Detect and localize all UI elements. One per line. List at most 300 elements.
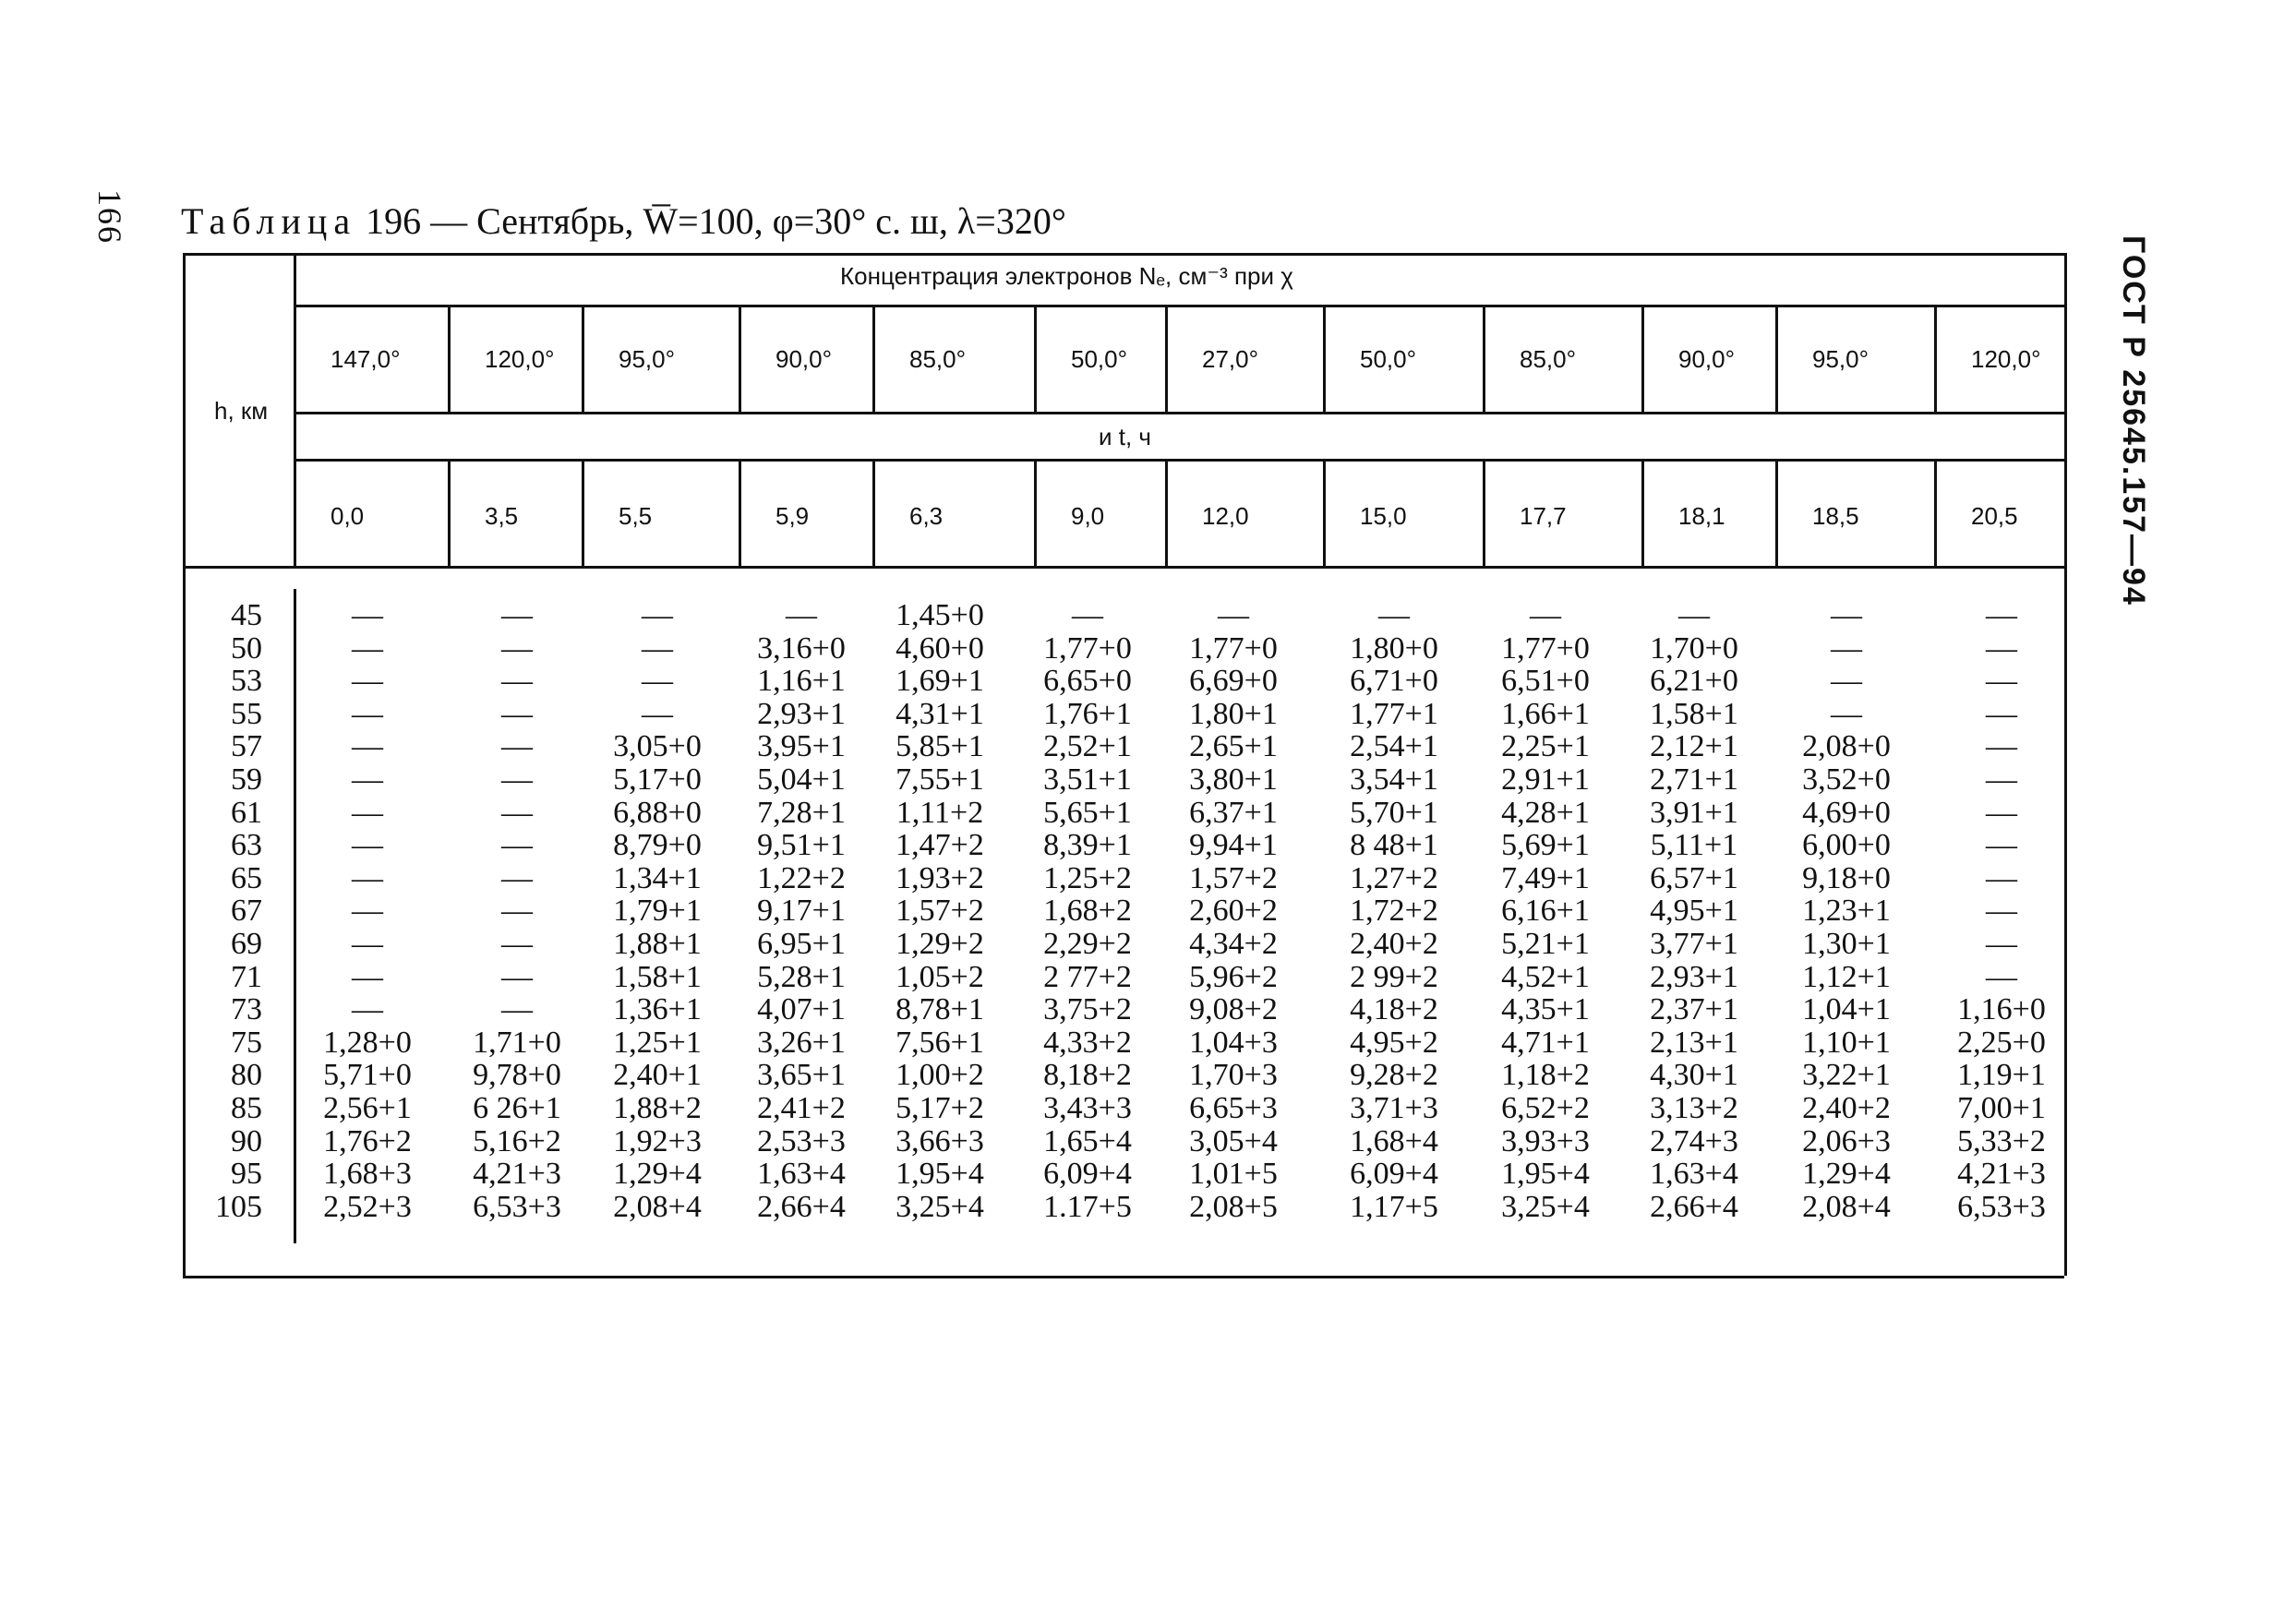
table-cell: — xyxy=(501,860,533,895)
table-cell: 6,88+0 xyxy=(613,795,702,830)
table-row-height: 69 xyxy=(231,927,262,961)
table-cell: 1,04+3 xyxy=(1189,1025,1278,1060)
caption-word: Таблица xyxy=(181,200,357,242)
table-cell: 1,00+2 xyxy=(896,1058,984,1093)
table-cell: 5,28+1 xyxy=(757,959,846,994)
t-header: 12,0 xyxy=(1202,502,1249,530)
rule-col xyxy=(1323,459,1326,566)
table-cell: 6,09+4 xyxy=(1350,1157,1438,1192)
table-cell: — xyxy=(1986,860,2017,895)
table-cell: 3,26+1 xyxy=(757,1025,846,1060)
table-cell: 1,30+1 xyxy=(1802,927,1891,961)
table-cell: 1,45+0 xyxy=(896,598,984,632)
table-cell: — xyxy=(501,828,533,863)
table-cell: 4,21+3 xyxy=(473,1157,561,1192)
table-cell: 1,57+2 xyxy=(896,894,984,929)
table-row-height: 53 xyxy=(231,664,262,699)
table-cell: — xyxy=(352,762,383,797)
t-header: 9,0 xyxy=(1071,502,1105,530)
table-cell: 1,63+4 xyxy=(1650,1157,1738,1192)
table-cell: — xyxy=(352,992,383,1027)
rule-bottom xyxy=(183,1276,2064,1278)
table-cell: 1,88+2 xyxy=(613,1091,702,1125)
table-cell: 6,21+0 xyxy=(1650,664,1738,699)
table-cell: 6 26+1 xyxy=(473,1091,561,1125)
table-cell: — xyxy=(1072,598,1103,632)
table-cell: 3,43+3 xyxy=(1043,1091,1132,1125)
table-cell: — xyxy=(1986,927,2017,961)
table-cell: 7,00+1 xyxy=(1957,1091,2046,1125)
table-cell: 1,47+2 xyxy=(896,828,984,863)
rule-col xyxy=(1934,305,1937,412)
table-row-height: 65 xyxy=(231,860,262,895)
table-cell: 5,85+1 xyxy=(896,729,984,764)
rule-t-top xyxy=(294,459,2064,462)
table-cell: 3,95+1 xyxy=(757,729,846,764)
table-cell: 3,25+4 xyxy=(1501,1189,1590,1224)
table-cell: 1,29+4 xyxy=(1802,1157,1891,1192)
table-cell: 1,16+0 xyxy=(1957,992,2046,1027)
table-cell: 8,18+2 xyxy=(1043,1058,1132,1093)
table-cell: 2,74+3 xyxy=(1650,1123,1738,1158)
table-row-height: 95 xyxy=(231,1157,262,1192)
table-cell: 8,39+1 xyxy=(1043,828,1132,863)
table-cell: 6,71+0 xyxy=(1350,664,1438,699)
table-cell: 2,25+0 xyxy=(1957,1025,2046,1060)
table-cell: 2,08+4 xyxy=(613,1189,702,1224)
table-cell: 1,36+1 xyxy=(613,992,702,1027)
table-cell: 1,28+0 xyxy=(323,1025,412,1060)
chi-header: 85,0° xyxy=(909,345,967,373)
table-cell: 5,21+1 xyxy=(1501,927,1590,961)
table-cell: 5,04+1 xyxy=(757,762,846,797)
table-cell: 4,18+2 xyxy=(1350,992,1438,1027)
table-cell: 7,56+1 xyxy=(896,1025,984,1060)
table-cell: 1,25+1 xyxy=(613,1025,702,1060)
rule-stub-body xyxy=(294,589,296,1243)
rule-left xyxy=(183,253,186,1276)
table-cell: 3,05+0 xyxy=(613,729,702,764)
table-cell: — xyxy=(1831,630,1862,666)
table-cell: 3,25+4 xyxy=(896,1189,984,1224)
table-cell: 6,65+3 xyxy=(1189,1091,1278,1125)
table-cell: 2,40+1 xyxy=(613,1058,702,1093)
table-cell: 1,72+2 xyxy=(1350,894,1438,929)
table-cell: 2,93+1 xyxy=(757,696,846,731)
table-cell: — xyxy=(1986,762,2017,797)
table-cell: 1,77+0 xyxy=(1501,630,1590,666)
table-row-height: 73 xyxy=(231,992,262,1027)
group-title: Концентрация электронов Nₑ, см⁻³ при χ xyxy=(840,262,1293,290)
t-header: 18,1 xyxy=(1678,502,1725,530)
table-row-height: 61 xyxy=(231,795,262,830)
table-cell: — xyxy=(642,664,673,699)
table-cell: 1,70+3 xyxy=(1189,1058,1278,1093)
table-cell: 8,79+0 xyxy=(613,828,702,863)
table-cell: 6,09+4 xyxy=(1043,1157,1132,1192)
table-cell: 6,57+1 xyxy=(1650,860,1738,895)
rule-col xyxy=(1483,459,1485,566)
table-cell: 3,80+1 xyxy=(1189,762,1278,797)
table-cell: — xyxy=(642,598,673,632)
t-header: 20,5 xyxy=(1971,502,2018,530)
table-cell: 6,52+2 xyxy=(1501,1091,1590,1125)
table-cell: 3,05+4 xyxy=(1189,1123,1278,1158)
table-cell: — xyxy=(501,927,533,961)
rule-col xyxy=(448,459,451,566)
table-cell: 4,69+0 xyxy=(1802,795,1891,830)
table-cell: 2,29+2 xyxy=(1043,927,1132,961)
table-cell: 2,25+1 xyxy=(1501,729,1590,764)
table-cell: 2 99+2 xyxy=(1350,959,1438,994)
table-cell: 1,76+2 xyxy=(323,1123,412,1158)
table-cell: — xyxy=(1378,598,1410,632)
table-cell: 3,13+2 xyxy=(1650,1091,1738,1125)
table-row-height: 59 xyxy=(231,762,262,797)
table-cell: 3,52+0 xyxy=(1802,762,1891,797)
table-row-height: 50 xyxy=(231,630,262,666)
table-cell: — xyxy=(501,664,533,699)
table-cell: 7,28+1 xyxy=(757,795,846,830)
table-cell: 1,19+1 xyxy=(1957,1058,2046,1093)
table-cell: 1,57+2 xyxy=(1189,860,1278,895)
table-cell: 9,28+2 xyxy=(1350,1058,1438,1093)
chi-header: 120,0° xyxy=(485,345,555,373)
rule-stub xyxy=(294,253,296,566)
table-cell: 6,53+3 xyxy=(473,1189,561,1224)
table-cell: — xyxy=(501,762,533,797)
table-cell: — xyxy=(1831,696,1862,731)
table-cell: 1,22+2 xyxy=(757,860,846,895)
table-cell: 4,95+2 xyxy=(1350,1025,1438,1060)
table-row-height: 80 xyxy=(231,1058,262,1093)
chi-header: 95,0° xyxy=(1812,345,1869,373)
table-cell: 2,08+5 xyxy=(1189,1189,1278,1224)
rule-right xyxy=(2064,253,2067,1276)
t-header: 6,3 xyxy=(909,502,944,530)
table-cell: 1,58+1 xyxy=(613,959,702,994)
rule-top xyxy=(183,253,2064,256)
table-cell: 1,79+1 xyxy=(613,894,702,929)
rule-col xyxy=(1165,459,1168,566)
table-row-height: 85 xyxy=(231,1091,262,1125)
table-cell: 1,92+3 xyxy=(613,1123,702,1158)
table-cell: — xyxy=(501,696,533,731)
table-cell: 1,95+4 xyxy=(1501,1157,1590,1192)
chi-header: 90,0° xyxy=(1678,345,1736,373)
table-cell: 1,71+0 xyxy=(473,1025,561,1060)
rule-col xyxy=(872,459,875,566)
table-cell: 2,65+1 xyxy=(1189,729,1278,764)
table-cell: 2,93+1 xyxy=(1650,959,1738,994)
h-column-label: h, км xyxy=(214,397,269,425)
table-cell: 7,49+1 xyxy=(1501,860,1590,895)
table-cell: — xyxy=(642,630,673,666)
table-cell: — xyxy=(1986,598,2017,632)
table-cell: 2,52+1 xyxy=(1043,729,1132,764)
table-cell: — xyxy=(352,729,383,764)
table-cell: — xyxy=(1986,664,2017,699)
rule-col xyxy=(448,305,451,412)
table-cell: — xyxy=(1986,894,2017,929)
table-cell: 1,17+5 xyxy=(1350,1189,1438,1224)
table-cell: 9,17+1 xyxy=(757,894,846,929)
table-cell: — xyxy=(352,664,383,699)
table-cell: 1,27+2 xyxy=(1350,860,1438,895)
table-cell: 1,68+3 xyxy=(323,1157,412,1192)
table-cell: 2,08+0 xyxy=(1802,729,1891,764)
table-cell: 2,91+1 xyxy=(1501,762,1590,797)
table-cell: — xyxy=(501,894,533,929)
table-row-height: 57 xyxy=(231,729,262,764)
t-header: 3,5 xyxy=(485,502,519,530)
table-cell: 5,96+2 xyxy=(1189,959,1278,994)
table-cell: 4,60+0 xyxy=(896,630,984,666)
table-cell: 2,40+2 xyxy=(1350,927,1438,961)
table-cell: — xyxy=(1986,828,2017,863)
table-cell: 3,77+1 xyxy=(1650,927,1738,961)
table-cell: 5,17+0 xyxy=(613,762,702,797)
table-cell: — xyxy=(352,828,383,863)
table-cell: 3,71+3 xyxy=(1350,1091,1438,1125)
table-cell: 5,69+1 xyxy=(1501,828,1590,863)
table-cell: 9,08+2 xyxy=(1189,992,1278,1027)
chi-header: 50,0° xyxy=(1071,345,1128,373)
table-cell: 1,25+2 xyxy=(1043,860,1132,895)
table-cell: 2,71+1 xyxy=(1650,762,1738,797)
rule-col xyxy=(1483,305,1485,412)
table-cell: 1,10+1 xyxy=(1802,1025,1891,1060)
table-cell: — xyxy=(501,959,533,994)
table-cell: 4,21+3 xyxy=(1957,1157,2046,1192)
chi-header: 90,0° xyxy=(775,345,833,373)
table-row-height: 45 xyxy=(231,598,262,632)
table-cell: 2,56+1 xyxy=(323,1091,412,1125)
table-cell: 1,66+1 xyxy=(1501,696,1590,731)
table-cell: 2,60+2 xyxy=(1189,894,1278,929)
table-row-height: 67 xyxy=(231,894,262,929)
table-cell: — xyxy=(501,992,533,1027)
table-cell: 1,68+4 xyxy=(1350,1123,1438,1158)
table-cell: 1.17+5 xyxy=(1043,1189,1132,1224)
table-cell: 4,35+1 xyxy=(1501,992,1590,1027)
rule-col xyxy=(1934,459,1937,566)
table-row-height: 105 xyxy=(215,1189,262,1224)
table-cell: 1,01+5 xyxy=(1189,1157,1278,1192)
t-header: 17,7 xyxy=(1520,502,1567,530)
table-cell: — xyxy=(1218,598,1249,632)
table-cell: — xyxy=(1530,598,1561,632)
table-cell: 4,31+1 xyxy=(896,696,984,731)
table-row-height: 75 xyxy=(231,1025,262,1060)
table-cell: 3,22+1 xyxy=(1802,1058,1891,1093)
table-cell: 3,65+1 xyxy=(757,1058,846,1093)
rule-col xyxy=(582,459,584,566)
caption-rest: 196 — Сентябрь, W̅=100, φ=30° с. ш, λ=320° xyxy=(356,200,1066,242)
t-header: 18,5 xyxy=(1812,502,1859,530)
table-cell: 9,18+0 xyxy=(1802,860,1891,895)
table-cell: — xyxy=(1831,664,1862,699)
table-cell: 1,29+2 xyxy=(896,927,984,961)
chi-header: 27,0° xyxy=(1202,345,1259,373)
table-cell: 1,77+0 xyxy=(1189,630,1278,666)
table-cell: 8 48+1 xyxy=(1350,828,1438,863)
table-cell: — xyxy=(352,795,383,830)
table-cell: — xyxy=(352,894,383,929)
rule-col xyxy=(1641,459,1644,566)
table-cell: 8,78+1 xyxy=(896,992,984,1027)
table-cell: 1,11+2 xyxy=(896,795,984,830)
rule-header-bottom xyxy=(183,566,2064,569)
table-cell: 6,51+0 xyxy=(1501,664,1590,699)
table-cell: 6,00+0 xyxy=(1802,828,1891,863)
table-cell: 1,77+1 xyxy=(1350,696,1438,731)
table-cell: 7,55+1 xyxy=(896,762,984,797)
table-cell: 5,11+1 xyxy=(1650,828,1738,863)
table-cell: 3,66+3 xyxy=(896,1123,984,1158)
table-cell: 6,37+1 xyxy=(1189,795,1278,830)
table-cell: 1,70+0 xyxy=(1650,630,1738,666)
table-cell: 9,78+0 xyxy=(473,1058,561,1093)
table-cell: — xyxy=(352,630,383,666)
rule-col xyxy=(739,459,741,566)
table-cell: 4,52+1 xyxy=(1501,959,1590,994)
table-cell: 4,07+1 xyxy=(757,992,846,1027)
table-cell: 1,69+1 xyxy=(896,664,984,699)
table-cell: 2,12+1 xyxy=(1650,729,1738,764)
table-cell: 1,16+1 xyxy=(757,664,846,699)
t-header: 5,9 xyxy=(775,502,810,530)
table-cell: 1,12+1 xyxy=(1802,959,1891,994)
table-cell: 3,75+2 xyxy=(1043,992,1132,1027)
table-cell: — xyxy=(501,795,533,830)
table-cell: 4,34+2 xyxy=(1189,927,1278,961)
table-cell: 5,71+0 xyxy=(323,1058,412,1093)
page-number: 166 xyxy=(91,189,128,245)
table-cell: — xyxy=(1986,630,2017,666)
rule-col xyxy=(1165,305,1168,412)
table-cell: 5,17+2 xyxy=(896,1091,984,1125)
rule-col xyxy=(1641,305,1644,412)
table-cell: 1,18+2 xyxy=(1501,1058,1590,1093)
table-cell: 1,95+4 xyxy=(896,1157,984,1192)
table-row-height: 90 xyxy=(231,1123,262,1158)
table-cell: 3,54+1 xyxy=(1350,762,1438,797)
table-cell: 4,30+1 xyxy=(1650,1058,1738,1093)
table-cell: 6,95+1 xyxy=(757,927,846,961)
chi-header: 85,0° xyxy=(1520,345,1577,373)
table-cell: 1,65+4 xyxy=(1043,1123,1132,1158)
rule-col xyxy=(1034,305,1037,412)
table-cell: — xyxy=(1986,729,2017,764)
table-cell: 2,06+3 xyxy=(1802,1123,1891,1158)
table-cell: 5,70+1 xyxy=(1350,795,1438,830)
rule-col xyxy=(582,305,584,412)
rule-chi-bottom xyxy=(294,412,2064,414)
table-row-height: 55 xyxy=(231,696,262,731)
table-cell: 3,16+0 xyxy=(757,630,846,666)
table-cell: 2,54+1 xyxy=(1350,729,1438,764)
rule-col xyxy=(1775,305,1778,412)
standard-designation: ГОСТ Р 25645.157—94 xyxy=(2116,235,2151,606)
table-cell: — xyxy=(1986,696,2017,731)
table-cell: — xyxy=(501,598,533,632)
table-cell: 5,33+2 xyxy=(1957,1123,2046,1158)
chi-header: 50,0° xyxy=(1360,345,1417,373)
table-cell: 2,53+3 xyxy=(757,1123,846,1158)
chi-header: 120,0° xyxy=(1971,345,2041,373)
table-cell: 4,28+1 xyxy=(1501,795,1590,830)
table-cell: — xyxy=(1986,795,2017,830)
table-cell: 1,23+1 xyxy=(1802,894,1891,929)
chi-header: 147,0° xyxy=(331,345,401,373)
table-cell: 9,51+1 xyxy=(757,828,846,863)
table-cell: 4,95+1 xyxy=(1650,894,1738,929)
table-cell: — xyxy=(1986,959,2017,994)
table-cell: 3,91+1 xyxy=(1650,795,1738,830)
rule-chi-top xyxy=(294,305,2064,307)
table-cell: — xyxy=(786,598,817,632)
table-cell: 1,29+4 xyxy=(613,1157,702,1192)
table-cell: — xyxy=(1678,598,1710,632)
table-cell: 4,71+1 xyxy=(1501,1025,1590,1060)
table-caption xyxy=(181,199,1066,243)
t-header: 15,0 xyxy=(1360,502,1407,530)
table-cell: 9,94+1 xyxy=(1189,828,1278,863)
t-header: 0,0 xyxy=(331,502,365,530)
table-cell: 1,80+0 xyxy=(1350,630,1438,666)
table-cell: 6,65+0 xyxy=(1043,664,1132,699)
table-cell: 6,53+3 xyxy=(1957,1189,2046,1224)
table-cell: 2,66+4 xyxy=(757,1189,846,1224)
table-cell: — xyxy=(352,927,383,961)
table-cell: 6,16+1 xyxy=(1501,894,1590,929)
table-cell: 1,68+2 xyxy=(1043,894,1132,929)
table-cell: 2,66+4 xyxy=(1650,1189,1738,1224)
table-cell: 2,40+2 xyxy=(1802,1091,1891,1125)
table-cell: 2,08+4 xyxy=(1802,1189,1891,1224)
rule-col xyxy=(1775,459,1778,566)
table-cell: 1,93+2 xyxy=(896,860,984,895)
table-cell: 1,34+1 xyxy=(613,860,702,895)
rule-col xyxy=(1034,459,1037,566)
rule-col xyxy=(872,305,875,412)
table-cell: 3,51+1 xyxy=(1043,762,1132,797)
table-cell: — xyxy=(352,860,383,895)
table-cell: 1,88+1 xyxy=(613,927,702,961)
table-cell: 2,37+1 xyxy=(1650,992,1738,1027)
table-cell: 1,63+4 xyxy=(757,1157,846,1192)
table-cell: 2 77+2 xyxy=(1043,959,1132,994)
table-row-height: 71 xyxy=(231,959,262,994)
table-cell: — xyxy=(501,729,533,764)
table-cell: 1,05+2 xyxy=(896,959,984,994)
table-cell: 1,58+1 xyxy=(1650,696,1738,731)
table-cell: — xyxy=(352,598,383,632)
table-cell: 1,04+1 xyxy=(1802,992,1891,1027)
table-cell: 5,65+1 xyxy=(1043,795,1132,830)
rule-col xyxy=(739,305,741,412)
time-title: и t, ч xyxy=(1099,423,1151,450)
table-cell: 2,13+1 xyxy=(1650,1025,1738,1060)
table-cell: — xyxy=(352,959,383,994)
chi-header: 95,0° xyxy=(619,345,676,373)
t-header: 5,5 xyxy=(619,502,653,530)
table-cell: — xyxy=(642,696,673,731)
table-cell: — xyxy=(501,630,533,666)
table-cell: 4,33+2 xyxy=(1043,1025,1132,1060)
table-row-height: 63 xyxy=(231,828,262,863)
